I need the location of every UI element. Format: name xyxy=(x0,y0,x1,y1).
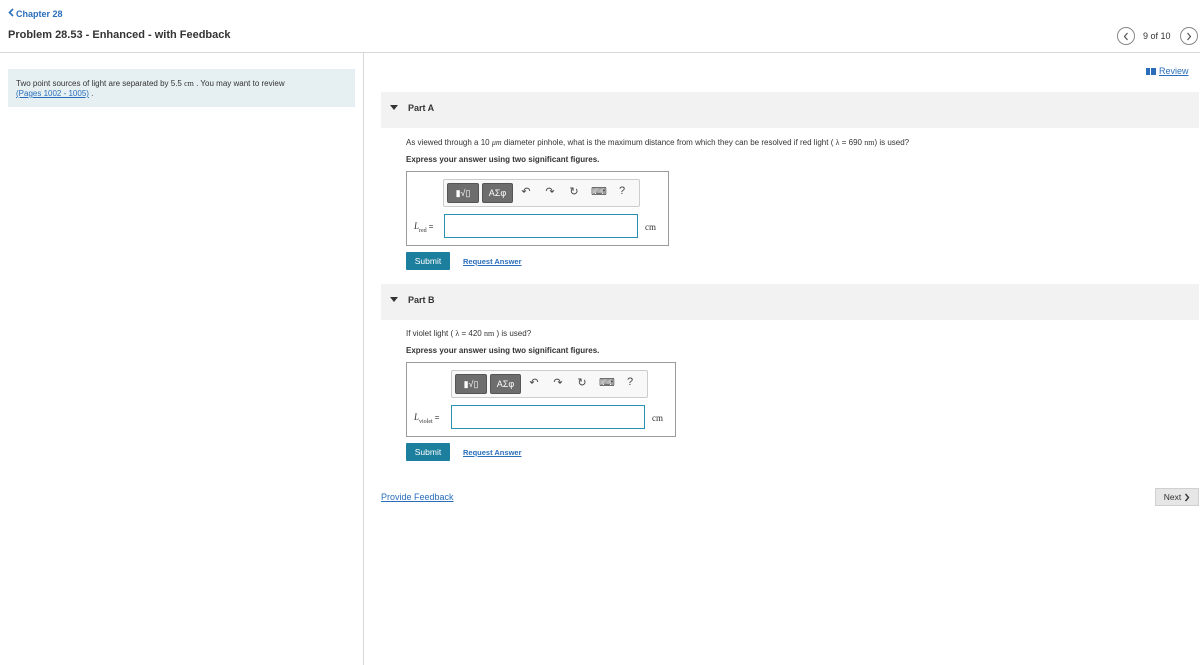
question-text: = 690 xyxy=(841,138,862,147)
keyboard-icon[interactable]: ⌨ xyxy=(591,186,607,198)
intro-trailing: . xyxy=(91,89,94,98)
question-text: ) is used? xyxy=(496,329,532,338)
header-divider xyxy=(0,52,1200,53)
chevron-right-icon xyxy=(1184,493,1190,502)
question-unit: μm xyxy=(491,138,502,147)
part-b-submit-button[interactable]: Submit xyxy=(406,443,450,461)
collapse-triangle-icon xyxy=(390,297,398,302)
equals-sign: = xyxy=(434,413,440,422)
part-b-answer-box xyxy=(406,362,676,437)
previous-problem-button[interactable] xyxy=(1117,27,1135,45)
lambda-symbol: λ xyxy=(835,138,840,147)
var-sub: red xyxy=(419,227,427,234)
part-b-header[interactable] xyxy=(381,284,1199,320)
var-main: L xyxy=(414,221,420,231)
question-text: ) is used? xyxy=(874,138,910,147)
help-icon[interactable]: ? xyxy=(618,185,626,197)
next-button[interactable] xyxy=(1155,488,1199,506)
part-a-answer-input[interactable] xyxy=(444,214,638,238)
intro-unit: cm xyxy=(184,79,194,88)
intro-text-after: . You may want to review xyxy=(196,79,285,88)
reset-icon[interactable]: ↻ xyxy=(577,377,587,389)
answer-variable-label xyxy=(414,412,439,425)
part-a-submit-button[interactable]: Submit xyxy=(406,252,450,270)
chevron-left-icon xyxy=(8,8,14,19)
collapse-triangle-icon xyxy=(390,105,398,110)
question-text: As viewed through a 10 xyxy=(406,138,490,147)
equals-sign: = xyxy=(428,222,434,231)
undo-icon[interactable]: ↶ xyxy=(521,186,531,198)
answer-unit: cm xyxy=(652,413,663,423)
var-sub: violet xyxy=(419,418,433,425)
reset-icon[interactable]: ↻ xyxy=(569,186,579,198)
redo-icon[interactable]: ↷ xyxy=(553,377,563,389)
math-toolbar xyxy=(451,370,648,398)
question-text: If violet light ( xyxy=(406,329,454,338)
panel-divider xyxy=(363,53,364,665)
templates-button[interactable]: ▮√▯ xyxy=(447,183,479,203)
review-link[interactable] xyxy=(1146,66,1189,76)
part-a-title: Part A xyxy=(408,103,435,113)
part-a-header[interactable] xyxy=(381,92,1199,128)
question-text: = 420 xyxy=(461,329,482,338)
help-icon[interactable]: ? xyxy=(626,376,634,388)
templates-button[interactable]: ▮√▯ xyxy=(455,374,487,394)
problem-intro xyxy=(8,69,355,107)
question-unit: nm xyxy=(864,138,875,147)
back-link-label: Chapter 28 xyxy=(16,8,63,19)
part-a-request-answer-link[interactable]: Request Answer xyxy=(463,257,522,266)
next-label: Next xyxy=(1163,492,1182,502)
book-icon xyxy=(1146,68,1156,75)
chevron-left-icon xyxy=(1123,32,1129,41)
lambda-symbol: λ xyxy=(455,329,460,338)
pages-reference-link[interactable]: (Pages 1002 - 1005) xyxy=(16,89,89,98)
question-text: diameter pinhole, what is the maximum distance from which they can be resolved if red light ( xyxy=(503,138,834,147)
problem-counter: 9 of 10 xyxy=(1143,31,1171,41)
math-toolbar xyxy=(443,179,640,207)
part-b-instruction: Express your answer using two significant figures. xyxy=(406,346,600,355)
symbols-button[interactable]: ΑΣφ xyxy=(490,374,521,394)
chevron-right-icon xyxy=(1186,32,1192,41)
provide-feedback-link[interactable]: Provide Feedback xyxy=(381,492,454,502)
back-to-chapter-link[interactable] xyxy=(8,8,63,19)
problem-title: Problem 28.53 - Enhanced - with Feedback xyxy=(8,29,231,41)
intro-text: Two point sources of light are separated by 5.5 xyxy=(16,79,182,88)
answer-variable-label xyxy=(414,221,433,234)
part-b-request-answer-link[interactable]: Request Answer xyxy=(463,448,522,457)
part-a-instruction: Express your answer using two significant figures. xyxy=(406,155,600,164)
part-b-answer-input[interactable] xyxy=(451,405,645,429)
part-a-question xyxy=(406,138,909,147)
redo-icon[interactable]: ↷ xyxy=(545,186,555,198)
undo-icon[interactable]: ↶ xyxy=(529,377,539,389)
part-a-answer-box xyxy=(406,171,669,246)
answer-unit: cm xyxy=(645,222,656,232)
keyboard-icon[interactable]: ⌨ xyxy=(599,377,615,389)
part-b-title: Part B xyxy=(408,295,435,305)
next-problem-button[interactable] xyxy=(1180,27,1198,45)
symbols-button[interactable]: ΑΣφ xyxy=(482,183,513,203)
question-unit: nm xyxy=(483,329,495,338)
part-b-question xyxy=(406,329,531,338)
var-main: L xyxy=(414,412,420,422)
review-label: Review xyxy=(1159,66,1189,76)
